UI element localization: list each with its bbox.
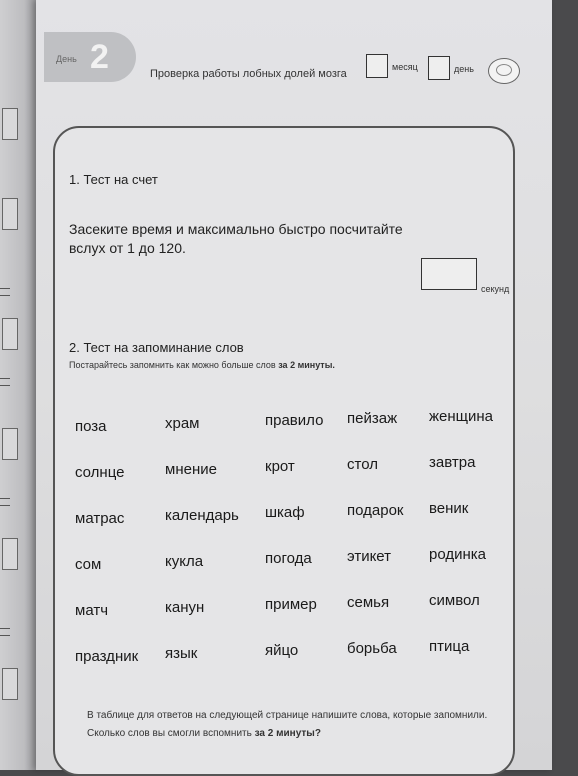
facing-page-mark: [0, 628, 10, 636]
facing-page-mark: [0, 498, 10, 506]
word-item: птица: [429, 638, 470, 655]
memory-subtitle-bold: за 2 минуты.: [278, 360, 335, 370]
workbook-page: [36, 0, 552, 770]
word-item: символ: [429, 592, 480, 609]
word-item: борьба: [347, 640, 397, 657]
footer-line2: [87, 726, 321, 742]
month-box[interactable]: [366, 54, 388, 78]
word-item: веник: [429, 500, 469, 517]
counting-instruction-line1: Засеките время и максимально быстро посчитайте: [69, 221, 403, 237]
word-item: крот: [265, 458, 295, 475]
word-item: поза: [75, 418, 107, 435]
word-item: праздник: [75, 648, 139, 665]
word-item: пейзаж: [347, 410, 398, 427]
word-item: матч: [75, 602, 109, 619]
word-item: солнце: [75, 464, 125, 481]
day-label: день: [454, 64, 474, 74]
section-counting-title: 1. Тест на счет: [69, 172, 158, 187]
facing-page-mark: [0, 378, 10, 386]
facing-page-box: [2, 318, 18, 350]
word-item: кукла: [165, 553, 204, 570]
day-badge: [44, 32, 136, 82]
seconds-label: секунд: [481, 284, 510, 294]
footer-line2-text: Сколько слов вы смогли вспомнить: [87, 728, 255, 739]
word-item: стол: [347, 456, 378, 473]
word-item: шкаф: [265, 504, 305, 521]
facing-page-mark: [0, 288, 10, 296]
footer-line1: В таблице для ответов на следующей странице напишите слова, которые запомнили.: [87, 710, 488, 721]
memory-subtitle: [69, 360, 335, 370]
word-item: завтра: [429, 454, 476, 471]
word-item: канун: [165, 599, 205, 616]
brain-icon: [488, 58, 520, 84]
month-label: месяц: [392, 62, 418, 72]
day-box[interactable]: [428, 56, 450, 80]
word-item: семья: [347, 594, 390, 611]
word-item: родинка: [429, 546, 487, 563]
word-item: календарь: [165, 507, 239, 524]
word-item: этикет: [347, 548, 392, 565]
facing-page-box: [2, 198, 18, 230]
word-item: женщина: [429, 408, 494, 425]
day-number: 2: [90, 38, 109, 76]
word-item: сом: [75, 556, 102, 573]
memory-subtitle-text: Постарайтесь запомнить как можно больше слов: [69, 360, 279, 370]
exercise-frame: [53, 126, 515, 776]
word-item: матрас: [75, 510, 125, 527]
word-item: подарок: [347, 502, 404, 519]
footer-line2-bold: за 2 минуты?: [254, 728, 321, 739]
counting-instruction-line2: вслух от 1 до 120.: [69, 240, 186, 256]
facing-page-box: [2, 428, 18, 460]
word-item: язык: [165, 645, 198, 662]
word-item: пример: [265, 596, 317, 613]
word-item: правило: [265, 412, 324, 429]
word-item: храм: [165, 415, 200, 432]
section-memory-title: 2. Тест на запоминание слов: [69, 340, 244, 355]
seconds-box[interactable]: [421, 258, 477, 290]
facing-page-box: [2, 108, 18, 140]
facing-page-edge: [0, 0, 40, 770]
facing-page-box: [2, 538, 18, 570]
day-word: День: [56, 54, 77, 64]
word-item: погода: [265, 550, 312, 567]
page-title: Проверка работы лобных долей мозга: [150, 68, 347, 80]
word-item: мнение: [165, 461, 217, 478]
facing-page-box: [2, 668, 18, 700]
word-item: яйцо: [265, 642, 299, 659]
